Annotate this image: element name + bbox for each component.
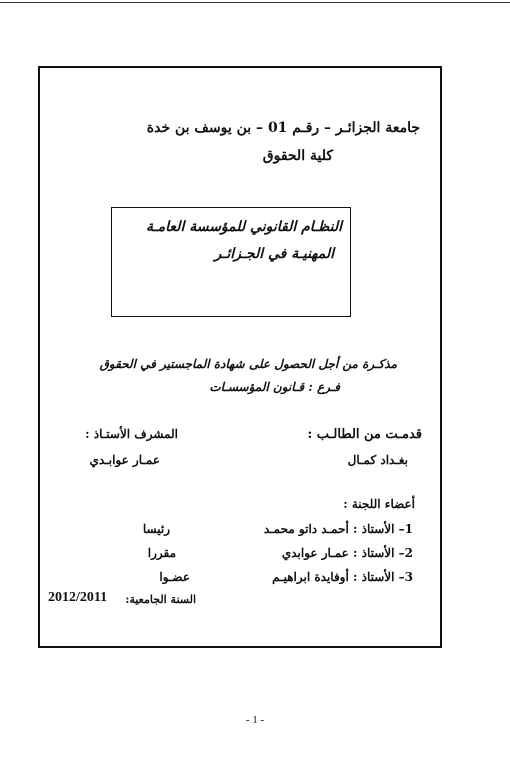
supervisor-label: المشرف الأستـاذ : xyxy=(85,427,178,441)
university-name: جامعة الجزائـر – رقـم 01 – بن يوسف بن خدة xyxy=(146,120,420,136)
student-name: بغـداد كمـال xyxy=(347,453,408,467)
academic-year-value: 2012/2011 xyxy=(48,590,108,605)
academic-year-label: السنة الجامعية: xyxy=(125,593,196,606)
page-number: - 1 - xyxy=(245,714,265,726)
committee-role-1: رئيسا xyxy=(142,522,170,536)
thesis-branch: فـرع : قـانون المؤسسـات xyxy=(209,380,340,394)
submitted-by-label: قدمـت من الطالـب : xyxy=(307,427,422,442)
thesis-purpose: مذكـرة من أجل الحصول على شهادة الماجستير في الحقوق xyxy=(99,357,397,371)
committee-role-2: مقررا xyxy=(147,546,176,560)
title-line-1: النظـام القانوني للمؤسسة العامـة xyxy=(146,219,342,235)
committee-member-2: 2– الأستاذ : عمـار عوابدي xyxy=(281,546,413,560)
committee-role-3: عضـوا xyxy=(159,570,190,584)
committee-member-3: 3– الأستاذ : أوفايدة ابراهيـم xyxy=(272,570,413,584)
committee-member-1: 1– الأستاذ : أحمـد داتو محمـد xyxy=(263,522,413,536)
supervisor-name: عمـار عوابـدي xyxy=(89,453,160,467)
faculty-name: كلية الحقوق xyxy=(262,148,333,164)
title-line-2: المهنيـة في الجـزائـر xyxy=(214,246,334,262)
top-rule xyxy=(0,2,510,3)
committee-heading: أعضاء اللجنة : xyxy=(343,497,415,511)
